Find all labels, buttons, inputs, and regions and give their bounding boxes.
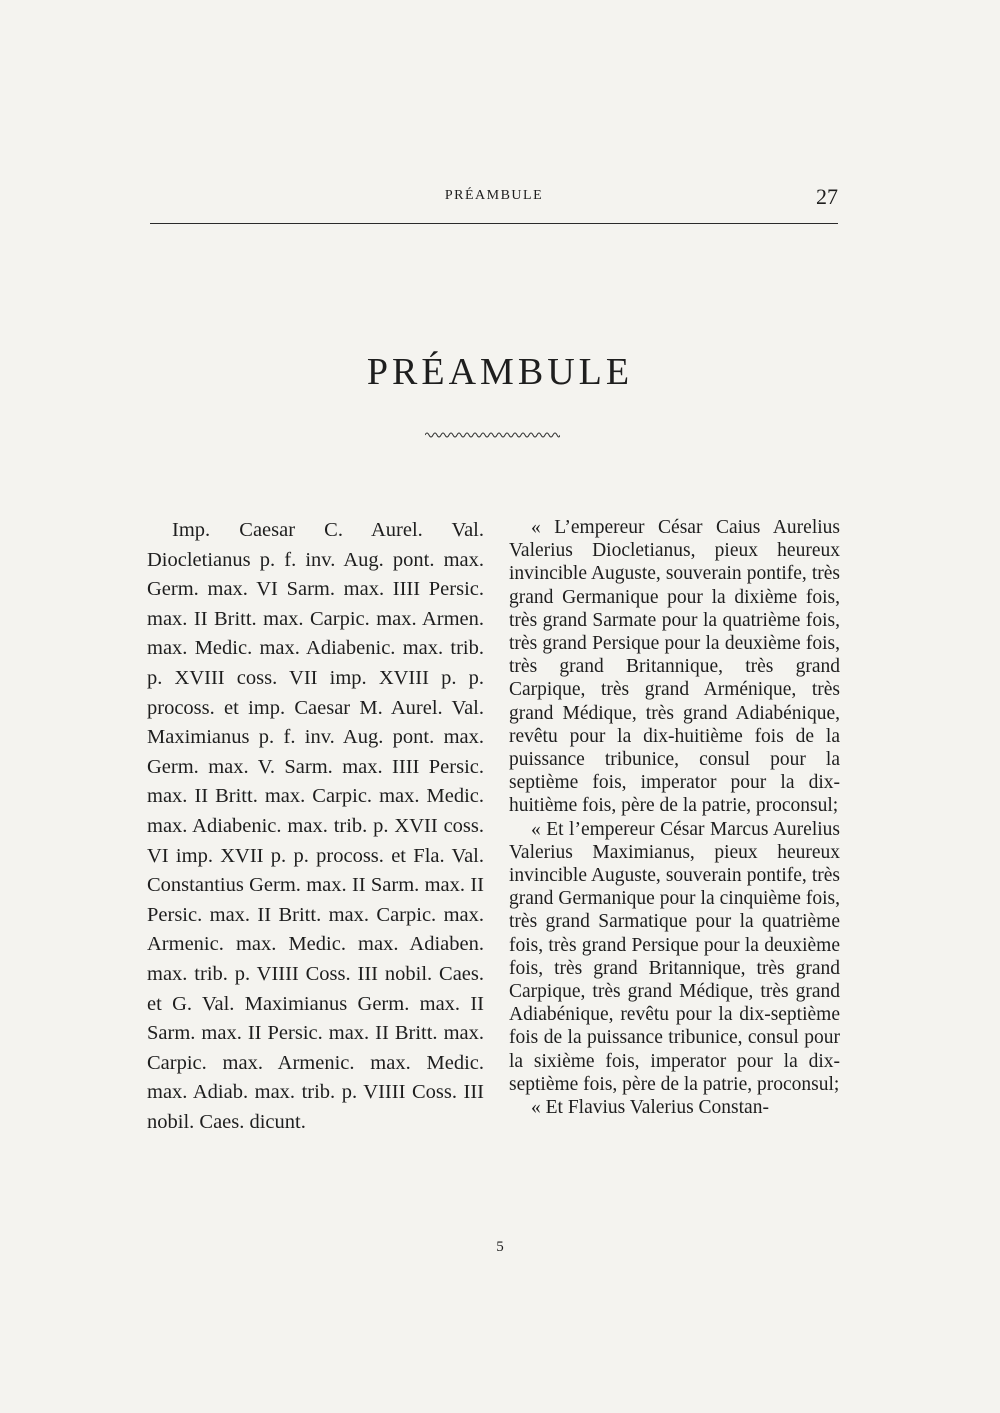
french-paragraph-1: « L’empereur César Caius Aurelius Valerius Diocletianus, pieux heureux invincible Auguste, souverain pontife, très grand Germanique pour la dixième fois, très grand Sarmate pour la quatrième fois, très grand Persique pour la deuxième fois, très grand Britannique, très grand Carpique, très grand Arménique, très grand Médique, très grand Adiabénique, revêtu pour la dix-huitième fois de la puissance tribunice, consul pour la septième fois, imperator pour la dix-huitième fois, père de la patrie, proconsul;	[509, 517, 840, 817]
running-title: PRÉAMBULE	[444, 188, 544, 203]
french-column	[509, 516, 840, 1119]
french-paragraph-3: « Et Flavius Valerius Constan-	[531, 1097, 769, 1119]
page-number: 27	[816, 184, 838, 209]
wavy-line-ornament-icon	[425, 430, 560, 440]
page-title: PRÉAMBULE	[366, 351, 634, 393]
latin-paragraph: Imp. Caesar C. Aurel. Val. Diocletianus p. f. inv. Aug. pont. max. Germ. max. VI Sarm. max. IIII Persic. max. II Britt. max. Carpic. max. Armen. max. Medic. max. Adiabenic. max. trib. p. XVIII coss. VII imp. XVIII p. p. procoss. et imp. Caesar M. Aurel. Val. Maximianus p. f. inv. Aug. pont. max. Germ. max. V. Sarm. max. IIII Persic. max. II Britt. max. Carpic. max. Medic. max. Adiabenic. max. trib. p. XVII coss. VI imp. XVII p. p. procoss. et Fla. Val. Constantius Germ. max. II Sarm. max. II Persic. max. II Britt. max. Carpic. max. Armenic. max. Medic. max. Adiaben. max. trib. p. VIIII Coss. III nobil. Caes. et G. Val. Maximianus Germ. max. II Sarm. max. II Persic. max. II Britt. max. Carpic. max. Armenic. max. Medic. max. Adiab. max. trib. p. VIIII Coss. III nobil. Caes. dicunt.	[147, 519, 484, 1133]
signature-mark: 5	[496, 1239, 504, 1255]
header-rule	[150, 223, 838, 224]
latin-column	[147, 516, 484, 1137]
running-head	[150, 186, 838, 210]
french-paragraph-2: « Et l’empereur César Marcus Aurelius Valerius Maximianus, pieux heureux invincible Auguste, souverain pontife, très grand Germanique pour la cinquième fois, très grand Sarmatique pour la quatrième fois, très grand Persique pour la deuxième fois, très grand Britannique, très grand Carpique, très grand Médique, très grand Adiabénique, revêtu pour la dix-septième fois de la puissance tribunice, consul pour la sixième fois, imperator pour la dix-septième fois, père de la patrie, proconsul;	[509, 818, 840, 1095]
